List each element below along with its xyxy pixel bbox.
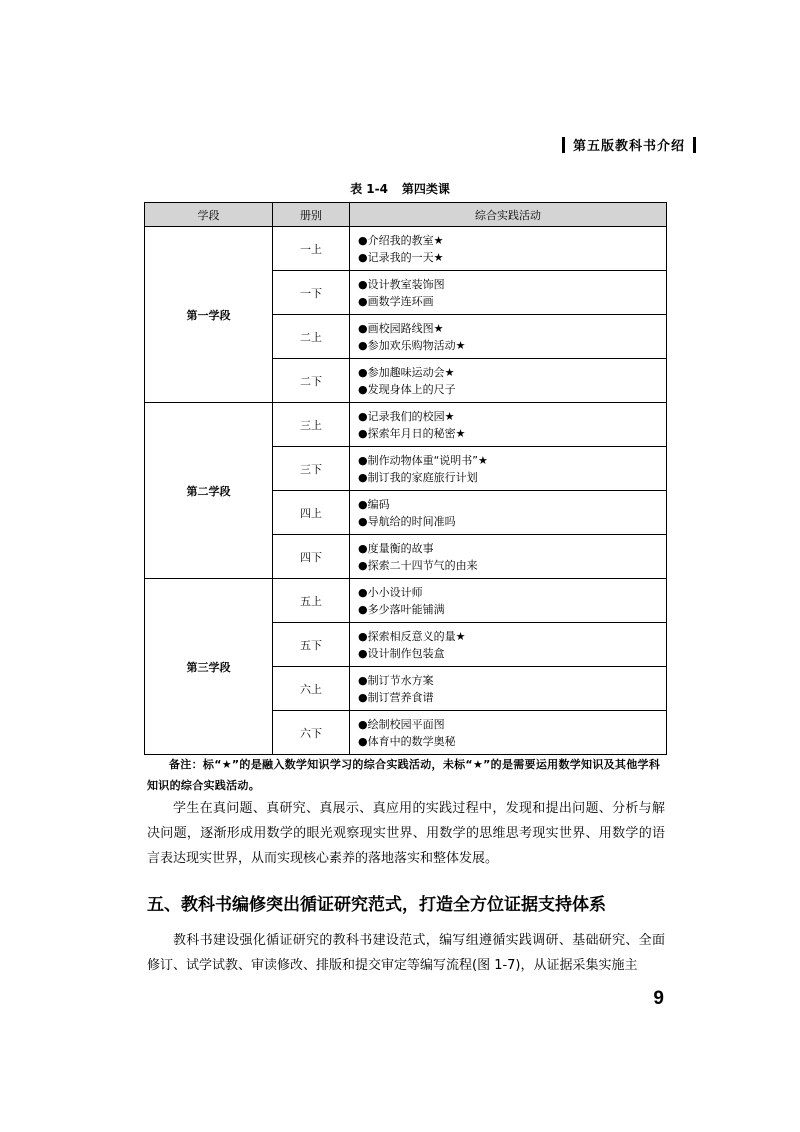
- activity-item: ●多少落叶能铺满: [358, 602, 445, 616]
- table-row: [145, 403, 667, 447]
- activity-item: ●体育中的数学奥秘: [358, 734, 456, 748]
- activity-item: ●制订我的家庭旅行计划: [358, 470, 478, 484]
- book-cell: 二上: [273, 315, 350, 359]
- running-title: 第五版教科书介绍: [572, 139, 685, 154]
- table-caption-number: 表 1-4: [350, 182, 388, 196]
- activities-cell: [350, 667, 667, 711]
- activity-item: ●探索相反意义的量★: [358, 629, 466, 643]
- activity-item: ●探索年月日的秘密★: [358, 426, 466, 440]
- activity-item: ●度量衡的故事: [358, 541, 434, 555]
- table-row: [145, 579, 667, 623]
- stage-cell: 第二学段: [145, 403, 273, 579]
- book-cell: 一上: [273, 227, 350, 271]
- activities-cell: [350, 579, 667, 623]
- activities-cell: [350, 359, 667, 403]
- column-header-book: 册别: [273, 203, 350, 227]
- activities-cell: [350, 403, 667, 447]
- activity-item: ●画校园路线图★: [358, 321, 444, 335]
- book-cell: 五上: [273, 579, 350, 623]
- activity-item: ●参加欢乐购物活动★: [358, 338, 466, 352]
- table-note: 备注：标“★”的是融入数学知识学习的综合实践活动，未标“★”的是需要运用数学知识及其他学科知识的综合实践活动。: [147, 758, 661, 792]
- section-heading: 五、教科书编修突出循证研究范式，打造全方位证据支持体系: [147, 895, 606, 915]
- book-cell: 四上: [273, 491, 350, 535]
- book-cell: 三上: [273, 403, 350, 447]
- activities-cell: [350, 315, 667, 359]
- body-paragraph-1: 学生在真问题、真研究、真展示、真应用的实践过程中，发现和提出问题、分析与解决问题，逐渐形成用数学的眼光观察现实世界、用数学的思维思考现实世界、用数学的语言表达现实世界，从而实现核心素养的落地落实和整体发展。: [147, 801, 665, 866]
- activities-cell: [350, 535, 667, 579]
- activity-item: ●制订营养食谱: [358, 690, 434, 704]
- activity-item: ●记录我们的校园★: [358, 409, 455, 423]
- header-bar-right: [693, 137, 696, 153]
- activity-item: ●发现身体上的尺子: [358, 382, 456, 396]
- activities-cell: [350, 491, 667, 535]
- stage-cell: 第三学段: [145, 579, 273, 755]
- activity-item: ●记录我的一天★: [358, 250, 444, 264]
- activity-item: ●参加趣味运动会★: [358, 365, 455, 379]
- activity-item: ●制订节水方案: [358, 673, 434, 687]
- book-cell: 六上: [273, 667, 350, 711]
- activity-item: ●制作动物体重“说明书”★: [358, 453, 488, 467]
- body-paragraph-2: 教科书建设强化循证研究的教科书建设范式，编写组遵循实践调研、基础研究、全面修订、试学试教、审读修改、排版和提交审定等编写流程(图 1-7)，从证据采集实施主: [147, 933, 665, 973]
- book-cell: 六下: [273, 711, 350, 755]
- activity-item: ●小小设计师: [358, 585, 423, 599]
- book-cell: 一下: [273, 271, 350, 315]
- column-header-stage: 学段: [145, 203, 273, 227]
- table-caption-title: 第四类课: [401, 182, 450, 196]
- book-cell: 五下: [273, 623, 350, 667]
- activities-table: [144, 202, 667, 755]
- running-header: [554, 135, 704, 154]
- table-caption: [0, 180, 800, 197]
- activity-item: ●绘制校园平面图: [358, 717, 445, 731]
- table-row: [145, 227, 667, 271]
- activity-item: ●画数学连环画: [358, 294, 434, 308]
- activity-item: ●设计教室装饰图: [358, 277, 445, 291]
- activities-cell: [350, 271, 667, 315]
- activities-cell: [350, 227, 667, 271]
- book-cell: 四下: [273, 535, 350, 579]
- activity-item: ●导航给的时间准吗: [358, 514, 456, 528]
- header-bar-left: [562, 137, 565, 153]
- activity-item: ●设计制作包装盒: [358, 646, 445, 660]
- page-number: 9: [653, 988, 664, 1009]
- activities-cell: [350, 447, 667, 491]
- activities-cell: [350, 711, 667, 755]
- stage-cell: 第一学段: [145, 227, 273, 403]
- activity-item: ●探索二十四节气的由来: [358, 558, 478, 572]
- activity-item: ●编码: [358, 497, 390, 511]
- column-header-activities: 综合实践活动: [350, 203, 667, 227]
- table-header-row: [145, 203, 667, 227]
- book-cell: 三下: [273, 447, 350, 491]
- book-cell: 二下: [273, 359, 350, 403]
- activity-item: ●介绍我的教室★: [358, 233, 444, 247]
- activities-cell: [350, 623, 667, 667]
